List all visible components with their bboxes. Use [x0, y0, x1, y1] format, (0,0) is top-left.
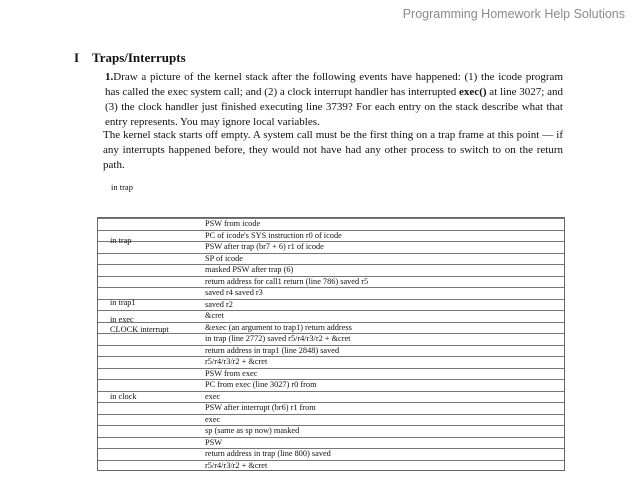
side-label-in-clock: in clock [110, 392, 137, 401]
side-label-in-exec: in exec [110, 315, 134, 324]
side-label-in-trap: in trap [110, 236, 132, 245]
answer-paragraph: The kernel stack starts off empty. A system call must be the first thing on a trap frame at this point — if any interrupts happened before, they would not have had any other process to switch to on the return path. [103, 129, 563, 171]
question-number: 1. [105, 71, 114, 83]
section-number: I [74, 50, 80, 65]
stack-entry: in trap (line 2772) saved r5/r4/r3/r2 + &cret [205, 334, 351, 343]
stack-entry: PSW from icode [205, 219, 261, 228]
stack-row [98, 460, 564, 473]
stack-entry: masked PSW after trap (6) [205, 265, 294, 274]
stack-entry: saved r4 saved r3 [205, 288, 263, 297]
question-text-b: at line 3027; and (3) the clock handler just finished executing line 3739? For each entry on the stack describe what that entry represents. You may ignore local variables. [105, 86, 564, 128]
stack-entry: sp (same as sp now) masked [205, 426, 300, 435]
stack-entry: return address in trap1 (line 2848) saved [205, 345, 340, 355]
stack-entry: PSW [205, 437, 223, 447]
stack-entry: return address for call1 return (line 786) saved r5 [205, 276, 369, 286]
stack-entry: PSW from exec [205, 368, 258, 378]
kernel-stack-diagram [97, 217, 565, 471]
stack-entry: r5/r4/r3/r2 + &cret [205, 460, 268, 470]
side-label-in-trap1: in trap1 [110, 298, 136, 307]
question-exec: exec() [459, 86, 487, 98]
side-label-clock-interrupt: CLOCK interrupt [110, 325, 169, 334]
stack-entry: &cret [205, 311, 224, 320]
stack-entry: PSW after interrupt (br6) r1 from [205, 403, 316, 412]
question-text-a: Draw a picture of the kernel stack after the following events have happened: (1) the icode program has called the exec system call; and (2) a clock interrupt handler has interrupted [105, 71, 563, 98]
stack-entry: return address in trap (line 800) saved [205, 449, 331, 458]
stack-entry: PC from exec (line 3027) r0 from [205, 380, 317, 389]
stack-caption: in trap [111, 182, 133, 192]
question-paragraph [105, 70, 563, 130]
stack-entry: PSW after trap (br7 + 6) r1 of icode [205, 242, 324, 251]
section-title: Traps/Interrupts [92, 50, 186, 65]
stack-entry: saved r2 [205, 299, 233, 309]
brand-header: Programming Homework Help Solutions [402, 7, 625, 21]
stack-entry: &exec (an argument to trap1) return address [205, 322, 352, 332]
stack-entry: PC of icode's SYS instruction r0 of icode [205, 230, 342, 240]
stack-entry: SP of icode [205, 253, 243, 263]
stack-entry: exec [205, 414, 221, 424]
stack-entry: r5/r4/r3/r2 + &cret [205, 357, 268, 366]
stack-entry: exec [205, 391, 221, 401]
